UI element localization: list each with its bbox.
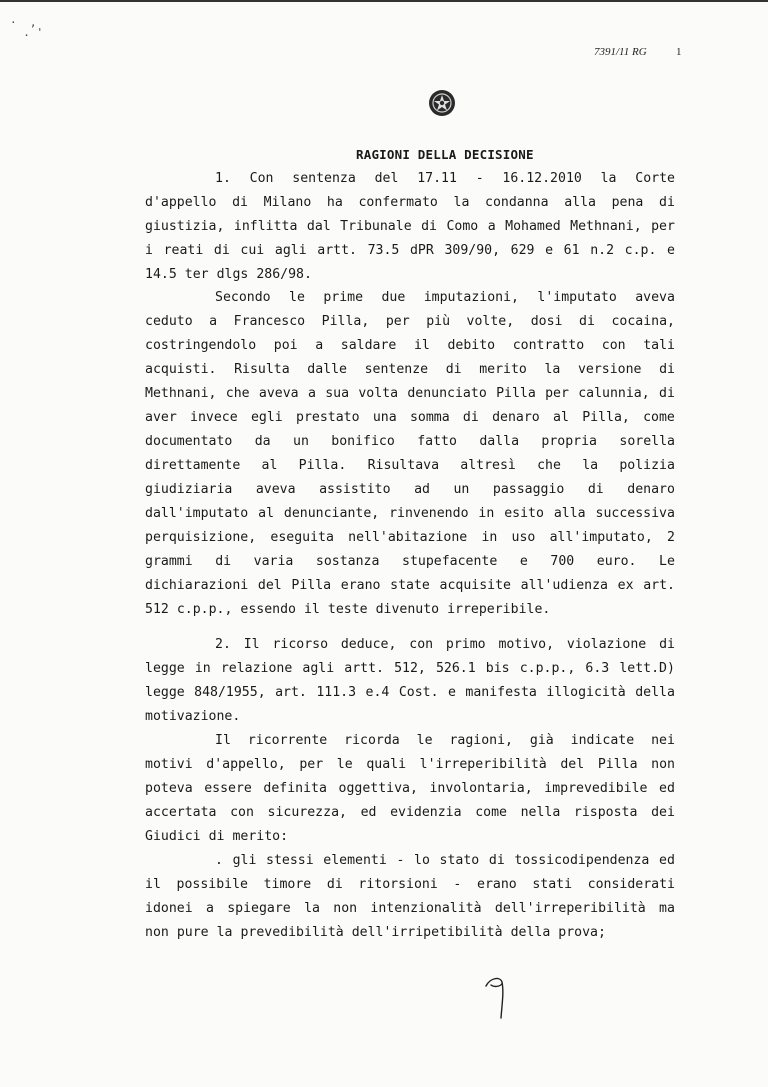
- text-line: legge 848/1955, art. 111.3 e.4 Cost. e manifesta illogicità della: [145, 685, 675, 700]
- handwritten-initial: [480, 972, 520, 1022]
- text-line: giustizia, inflitta dal Tribunale di Como a Mohamed Methnani, per: [145, 219, 675, 234]
- text-line: non pure la prevedibilità dell'irripetibilità della prova;: [145, 925, 606, 940]
- section-title: RAGIONI DELLA DECISIONE: [356, 147, 534, 162]
- republic-emblem-icon: [427, 88, 457, 118]
- text-line: 14.5 ter dlgs 286/98.: [145, 267, 312, 282]
- text-line: Il ricorrente ricorda le ragioni, già indicate nei: [215, 733, 675, 748]
- scan-marks: · , . ': [10, 16, 44, 39]
- text-line: dichiarazioni del Pilla erano state acquisite all'udienza ex art.: [145, 578, 675, 593]
- text-line: documentato da un bonifico fatto dalla propria sorella: [145, 434, 675, 449]
- text-line: legge in relazione agli artt. 512, 526.1 bis c.p.p., 6.3 lett.D): [145, 661, 675, 676]
- top-border-line: [0, 0, 768, 2]
- text-line: Secondo le prime due imputazioni, l'imputato aveva: [215, 290, 675, 305]
- text-line: d'appello di Milano ha confermato la condanna alla pena di: [145, 195, 675, 210]
- text-line: idonei a spiegare la non intenzionalità dell'irreperibilità ma: [145, 901, 675, 916]
- text-line: 1. Con sentenza del 17.11 - 16.12.2010 la Corte: [215, 171, 675, 186]
- text-line: 2. Il ricorso deduce, con primo motivo, violazione di: [215, 637, 675, 652]
- text-line: . gli stessi elementi - lo stato di tossicodipendenza ed: [215, 853, 675, 868]
- text-line: aver invece egli prestato una somma di denaro al Pilla, come: [145, 410, 675, 425]
- text-line: i reati di cui agli artt. 73.5 dPR 309/90, 629 e 61 n.2 c.p. e: [145, 243, 675, 258]
- text-line: il possibile timore di ritorsioni - erano stati considerati: [145, 877, 675, 892]
- page-number: 1: [676, 46, 682, 58]
- text-line: Giudici di merito:: [145, 829, 289, 844]
- text-line: 512 c.p.p., essendo il teste divenuto irreperibile.: [145, 602, 551, 617]
- text-line: perquisizione, eseguita nell'abitazione in uso all'imputato, 2: [145, 530, 675, 545]
- text-line: direttamente al Pilla. Risultava altresì che la polizia: [145, 458, 675, 473]
- text-line: motivi d'appello, per le quali l'irreperibilità del Pilla non: [145, 757, 675, 772]
- text-line: poteva essere definita oggettiva, involontaria, imprevedibile ed: [145, 781, 675, 796]
- text-line: costringendolo poi a saldare il debito contratto con tali: [145, 338, 675, 353]
- text-line: accertata con sicurezza, ed evidenzia come nella risposta dei: [145, 805, 675, 820]
- text-line: dall'imputato al denunciante, rinvenendo in esito alla successiva: [145, 506, 675, 521]
- text-line: giudiziaria aveva assistito ad un passaggio di denaro: [145, 482, 675, 497]
- text-line: grammi di varia sostanza stupefacente e 700 euro. Le: [145, 554, 675, 569]
- text-line: ceduto a Francesco Pilla, per più volte, dosi di cocaina,: [145, 314, 675, 329]
- case-reference: 7391/11 RG: [594, 46, 647, 58]
- text-line: motivazione.: [145, 709, 241, 724]
- text-line: Methnani, che aveva a sua volta denunciato Pilla per calunnia, di: [145, 386, 675, 401]
- text-line: acquisti. Risulta dalle sentenze di merito la versione di: [145, 362, 675, 377]
